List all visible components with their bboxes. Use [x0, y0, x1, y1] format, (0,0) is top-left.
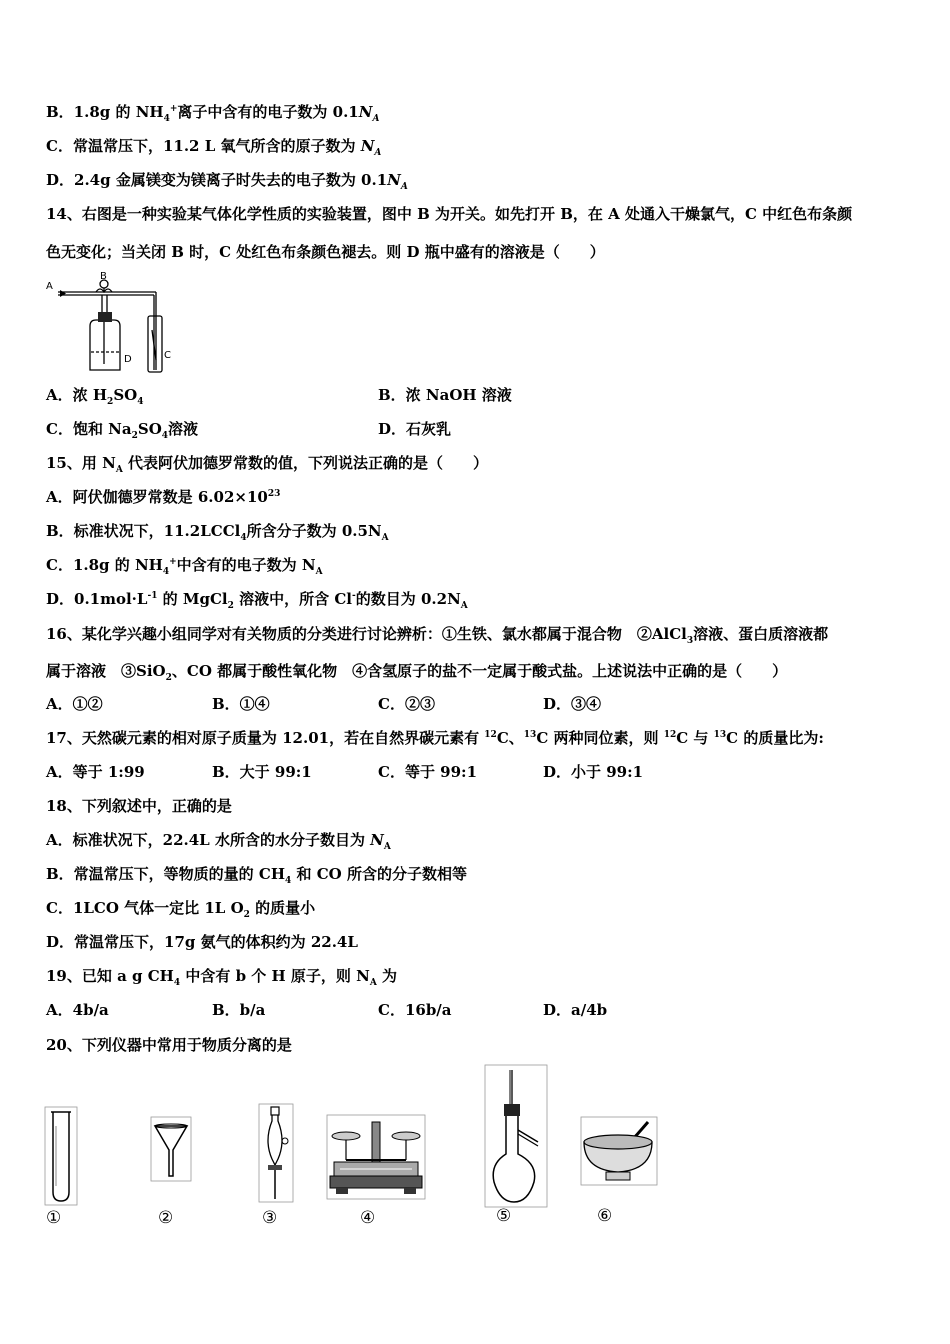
- instrument-label-4: ④: [360, 1208, 376, 1228]
- q14-option-a: A．浓 $H_2SO_4$: [46, 386, 144, 407]
- q17-option-c: C．等于 99:1: [378, 763, 478, 781]
- q17-option-a: A．等于 1:99: [46, 763, 145, 781]
- q14-option-b: B．浓 NaOH 溶液: [378, 386, 512, 404]
- q16-stem-line2: 属于溶液 ③SiO$_2$、CO 都属于酸性氧化物 ④含氢原子的盐不一定属于酸式盐。上述说法中正确的是（ ）: [46, 662, 788, 683]
- q13-option-c: C．常温常压下，11.2 L 氧气所含的原子数为 $N_A$: [46, 137, 382, 158]
- q19-option-a: A．4b/a: [46, 1001, 109, 1019]
- q17-option-d: D．小于 99:1: [543, 763, 644, 781]
- q16-option-a: A．①②: [46, 695, 103, 713]
- instrument-label-2: ②: [158, 1208, 174, 1228]
- q15-option-d: D．$0.1mol\cdot L^{-1}$ 的 MgCl$_2$ 溶液中，所含 Cl-的数目为 $0.2N_A$: [46, 590, 468, 611]
- q14-apparatus-figure: [44, 270, 184, 378]
- q14-stem-line2: 色无变化；当关闭 B 时，C 处红色布条颜色褪去。则 D 瓶中盛有的溶液是（ ）: [46, 243, 605, 261]
- q17-stem: 17、天然碳元素的相对原子质量为 12.01，若在自然界碳元素有 $^{12}$C、$^{13}$C 两种同位素，则 $^{12}$C 与 $^{13}$C 的质量比为:: [46, 729, 824, 747]
- q15-option-a: A．阿伏伽德罗常数是 $6.02\times 10^{23}$: [46, 488, 281, 506]
- figure-label-d: D: [124, 354, 132, 365]
- distillation-flask-figure: [484, 1064, 548, 1208]
- instrument-label-1: ①: [46, 1208, 62, 1228]
- q18-option-b: B．常温常压下，等物质的量的 $CH_4$ 和 CO 所含的分子数相等: [46, 865, 467, 886]
- q20-stem: 20、下列仪器中常用于物质分离的是: [46, 1036, 292, 1054]
- figure-label-b: B: [100, 271, 107, 282]
- q14-option-d: D．石灰乳: [378, 420, 452, 438]
- separatory-funnel-figure: [258, 1103, 294, 1203]
- q18-option-a: A．标准状况下，22.4L 水所含的水分子数目为 $N_A$: [46, 831, 391, 852]
- mortar-pestle-figure: [580, 1116, 658, 1186]
- q16-option-b: B．①④: [212, 695, 270, 713]
- test-tube-figure: [44, 1106, 78, 1206]
- q15-option-b: B．标准状况下，11.2LCCl$_4$所含分子数为 $0.5N_A$: [46, 522, 389, 543]
- q16-option-d: D．③④: [543, 695, 602, 713]
- q19-option-b: B．b/a: [212, 1001, 266, 1019]
- q14-stem-line1: 14、右图是一种实验某气体化学性质的实验装置，图中 B 为开关。如先打开 B，在 A 处通入干燥氯气，C 中红色布条颜: [46, 205, 853, 223]
- q18-option-c: C．1LCO 气体一定比 1L $O_2$ 的质量小: [46, 899, 316, 920]
- q15-option-c: C．1.8g 的 $NH_4^+$中含有的电子数为 $N_A$: [46, 556, 323, 577]
- instrument-label-3: ③: [262, 1208, 278, 1228]
- q14-option-c: C．饱和 $Na_2SO_4$溶液: [46, 420, 199, 441]
- q17-option-b: B．大于 99:1: [212, 763, 312, 781]
- q13-option-b: B．1.8g 的 $NH_4^+$离子中含有的电子数为 $0.1N_A$: [46, 103, 380, 124]
- q19-option-c: C．16b/a: [378, 1001, 452, 1019]
- q18-stem: 18、下列叙述中，正确的是: [46, 797, 232, 815]
- q19-stem: 19、已知 a g $CH_4$ 中含有 b 个 H 原子，则 $N_A$ 为: [46, 967, 398, 988]
- q19-option-d: D．a/4b: [543, 1001, 608, 1019]
- instrument-label-6: ⑥: [597, 1206, 613, 1226]
- balance-figure: [326, 1114, 426, 1200]
- q15-stem: 15、用 $N_A$ 代表阿伏加德罗常数的值，下列说法正确的是（ ）: [46, 454, 489, 475]
- funnel-figure: [150, 1116, 192, 1182]
- q13-option-d: D．2.4g 金属镁变为镁离子时失去的电子数为 $0.1N_A$: [46, 171, 408, 192]
- figure-label-c: C: [164, 350, 171, 361]
- q18-option-d: D．常温常压下，17g 氨气的体积约为 22.4L: [46, 933, 358, 951]
- q16-option-c: C．②③: [378, 695, 435, 713]
- figure-label-a: A: [46, 281, 53, 292]
- q16-stem-line1: 16、某化学兴趣小组同学对有关物质的分类进行讨论辨析：①生铁、氯水都属于混合物 ②AlCl$_3$溶液、蛋白质溶液都: [46, 625, 829, 646]
- instrument-label-5: ⑤: [496, 1206, 512, 1226]
